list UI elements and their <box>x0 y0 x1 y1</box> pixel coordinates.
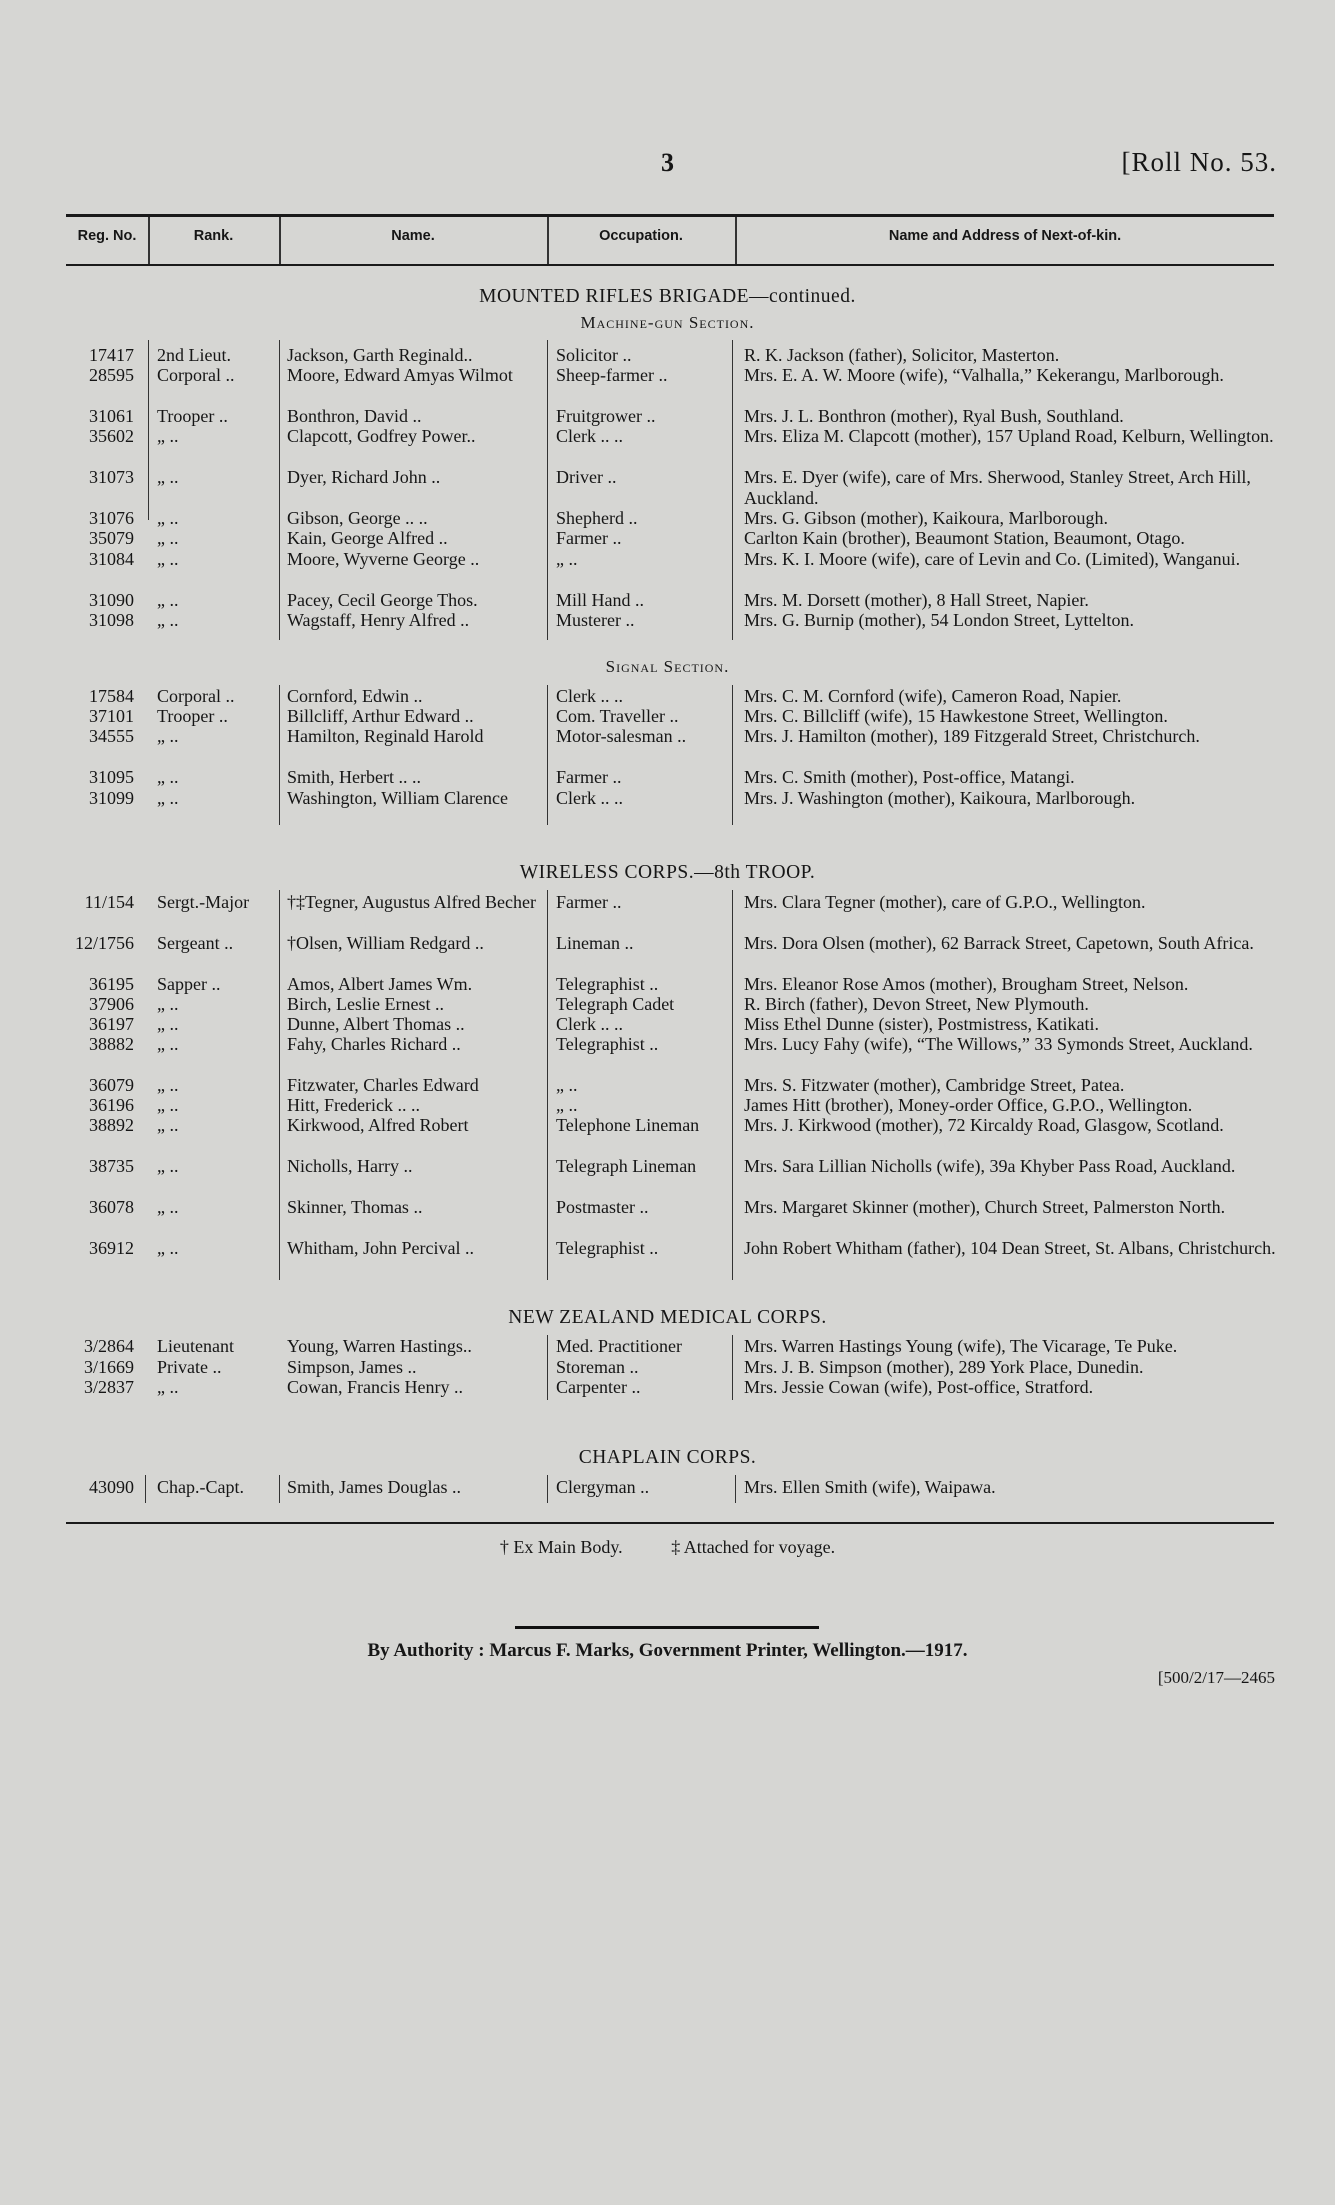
soldier-name: Hamilton, Reginald Harold <box>287 726 484 746</box>
rank: „ .. <box>157 590 179 610</box>
rank: „ .. <box>157 1377 179 1397</box>
reg-no: 36195 <box>89 974 134 994</box>
rank: „ .. <box>157 788 179 808</box>
reg-no: 38892 <box>89 1115 134 1135</box>
occupation: „ .. <box>556 549 578 569</box>
next-of-kin: Mrs. Jessie Cowan (wife), Post-office, Stratford. <box>744 1377 1094 1397</box>
column-divider <box>732 685 733 825</box>
rank: 2nd Lieut. <box>157 345 231 365</box>
occupation: Postmaster .. <box>556 1197 649 1217</box>
occupation: Shepherd .. <box>556 508 638 528</box>
next-of-kin: Mrs. C. Billcliff (wife), 15 Hawkestone Street, Wellington. <box>744 706 1168 726</box>
rank: „ .. <box>157 726 179 746</box>
next-of-kin: Mrs. E. Dyer (wife), care of Mrs. Sherwood, Stanley Street, Arch Hill, Auckland. <box>744 467 1251 508</box>
rank: „ .. <box>157 610 179 630</box>
roll-number: [Roll No. 53. <box>1121 147 1277 177</box>
next-of-kin: Mrs. K. I. Moore (wife), care of Levin and Co. (Limited), Wanganui. <box>744 549 1241 569</box>
occupation: Telephone Lineman <box>556 1115 700 1135</box>
occupation: Com. Traveller .. <box>556 706 679 726</box>
soldier-name: Dunne, Albert Thomas .. <box>287 1014 465 1034</box>
occupation: Telegraph Lineman <box>556 1156 697 1176</box>
occupation: Telegraphist .. <box>556 974 659 994</box>
next-of-kin: Mrs. Warren Hastings Young (wife), The Vicarage, Te Puke. <box>744 1336 1178 1356</box>
soldier-name: Amos, Albert James Wm. <box>287 974 473 994</box>
subsection-title-machine-gun: Machine-gun Section. <box>580 313 755 332</box>
soldier-name: Young, Warren Hastings.. <box>287 1336 472 1356</box>
rank: „ .. <box>157 467 179 487</box>
occupation: Motor-salesman .. <box>556 726 687 746</box>
column-divider <box>547 1335 548 1400</box>
reg-no: 34555 <box>89 726 134 746</box>
next-of-kin: Mrs. Sara Lillian Nicholls (wife), 39a Khyber Pass Road, Auckland. <box>744 1156 1236 1176</box>
rank: „ .. <box>157 508 179 528</box>
reg-no: 3/2864 <box>83 1336 134 1356</box>
section-title-medical: NEW ZEALAND MEDICAL CORPS. <box>508 1307 827 1328</box>
column-divider <box>279 340 280 640</box>
occupation: Clerk .. .. <box>556 1014 623 1034</box>
section-title-mounted-rifles: MOUNTED RIFLES BRIGADE—continued. <box>479 286 856 307</box>
print-reference: [500/2/17—2465 <box>1157 1668 1275 1687</box>
reg-no: 12/1756 <box>74 933 134 953</box>
next-of-kin: Mrs. J. Washington (mother), Kaikoura, Marlborough. <box>744 788 1136 808</box>
soldier-name: Moore, Wyverne George .. <box>287 549 480 569</box>
subsection-title-signal: Signal Section. <box>605 657 730 676</box>
occupation: Lineman .. <box>556 933 634 953</box>
column-header-rank: Rank. <box>193 228 234 244</box>
rank: „ .. <box>157 1115 179 1135</box>
soldier-name: Whitham, John Percival .. <box>287 1238 474 1258</box>
footer-rule <box>515 1626 819 1629</box>
occupation: Driver .. <box>556 467 617 487</box>
soldier-name: Pacey, Cecil George Thos. <box>287 590 478 610</box>
reg-no: 3/1669 <box>83 1357 134 1377</box>
next-of-kin: Mrs. J. B. Simpson (mother), 289 York Place, Dunedin. <box>744 1357 1144 1377</box>
next-of-kin: R. Birch (father), Devon Street, New Plymouth. <box>744 994 1089 1014</box>
rank: „ .. <box>157 528 179 548</box>
column-divider <box>547 1475 548 1503</box>
column-divider <box>732 340 733 640</box>
rank: „ .. <box>157 1238 179 1258</box>
occupation: Clerk .. .. <box>556 788 623 808</box>
occupation: Solicitor .. <box>556 345 632 365</box>
next-of-kin: Carlton Kain (brother), Beaumont Station, Beaumont, Otago. <box>744 528 1185 548</box>
rank: Trooper .. <box>157 406 228 426</box>
column-header-name: Name. <box>391 228 435 244</box>
soldier-name: †‡Tegner, Augustus Alfred Becher <box>287 892 536 912</box>
occupation: Farmer .. <box>556 767 622 787</box>
occupation: Musterer .. <box>556 610 635 630</box>
reg-no: 31073 <box>89 467 134 487</box>
soldier-name: Nicholls, Harry .. <box>287 1156 413 1176</box>
reg-no: 17417 <box>89 345 134 365</box>
column-divider <box>279 685 280 825</box>
rank: „ .. <box>157 1075 179 1095</box>
occupation: Sheep-farmer .. <box>556 365 668 385</box>
rank: „ .. <box>157 1197 179 1217</box>
rank: „ .. <box>157 994 179 1014</box>
soldier-name: Billcliff, Arthur Edward .. <box>287 706 474 726</box>
rank: Trooper .. <box>157 706 228 726</box>
occupation: Farmer .. <box>556 528 622 548</box>
next-of-kin: R. K. Jackson (father), Solicitor, Masterton. <box>744 345 1060 365</box>
column-divider <box>279 890 280 1280</box>
soldier-name: Moore, Edward Amyas Wilmot <box>287 365 513 385</box>
next-of-kin: Mrs. C. Smith (mother), Post-office, Matangi. <box>744 767 1075 787</box>
column-divider <box>547 340 548 640</box>
reg-no: 28595 <box>89 365 134 385</box>
column-divider <box>145 1475 146 1503</box>
footnotes <box>0 1537 1335 1558</box>
next-of-kin: Miss Ethel Dunne (sister), Postmistress, Katikati. <box>744 1014 1099 1034</box>
column-header-occupation: Occupation. <box>599 228 683 244</box>
soldier-name: Cornford, Edwin .. <box>287 686 423 706</box>
reg-no: 36912 <box>89 1238 134 1258</box>
next-of-kin: Mrs. M. Dorsett (mother), 8 Hall Street, Napier. <box>744 590 1089 610</box>
occupation: Fruitgrower .. <box>556 406 656 426</box>
occupation: Clerk .. .. <box>556 686 623 706</box>
reg-no: 31076 <box>89 508 134 528</box>
next-of-kin: Mrs. J. Hamilton (mother), 189 Fitzgerald Street, Christchurch. <box>744 726 1200 746</box>
printer-authority: By Authority : Marcus F. Marks, Government Printer, Wellington.—1917. <box>367 1640 968 1661</box>
reg-no: 36196 <box>89 1095 134 1115</box>
rank: Sergt.-Major <box>157 892 250 912</box>
soldier-name: Birch, Leslie Ernest .. <box>287 994 444 1014</box>
section-title-chaplain: CHAPLAIN CORPS. <box>578 1447 757 1468</box>
occupation: Telegraphist .. <box>556 1238 659 1258</box>
soldier-name: Simpson, James .. <box>287 1357 417 1377</box>
reg-no: 31084 <box>89 549 134 569</box>
reg-no: 35079 <box>89 528 134 548</box>
column-divider <box>732 890 733 1280</box>
next-of-kin: Mrs. Lucy Fahy (wife), “The Willows,” 33 Symonds Street, Auckland. <box>744 1034 1253 1054</box>
reg-no: 31090 <box>89 590 134 610</box>
next-of-kin: Mrs. Margaret Skinner (mother), Church Street, Palmerston North. <box>744 1197 1226 1217</box>
reg-no: 38882 <box>89 1034 134 1054</box>
rank: „ .. <box>157 549 179 569</box>
reg-no: 37101 <box>89 706 134 726</box>
soldier-name: Gibson, George .. .. <box>287 508 428 528</box>
occupation: Clergyman .. <box>556 1477 650 1497</box>
column-divider <box>148 340 149 520</box>
occupation: Med. Practitioner <box>556 1336 682 1356</box>
occupation: „ .. <box>556 1075 578 1095</box>
reg-no: 11/154 <box>84 892 134 912</box>
soldier-name: Dyer, Richard John .. <box>287 467 441 487</box>
reg-no: 37906 <box>89 994 134 1014</box>
rank: „ .. <box>157 1156 179 1176</box>
rank: Private .. <box>157 1357 222 1377</box>
rank: „ .. <box>157 1095 179 1115</box>
next-of-kin: Mrs. G. Gibson (mother), Kaikoura, Marlborough. <box>744 508 1108 528</box>
soldier-name: †Olsen, William Redgard .. <box>287 933 484 953</box>
occupation: Farmer .. <box>556 892 622 912</box>
occupation: Telegraphist .. <box>556 1034 659 1054</box>
column-divider <box>547 685 548 825</box>
page-number: 3 <box>661 148 674 177</box>
next-of-kin: Mrs. Eleanor Rose Amos (mother), Brougham Street, Nelson. <box>744 974 1189 994</box>
reg-no: 38735 <box>89 1156 134 1176</box>
soldier-name: Fitzwater, Charles Edward <box>287 1075 479 1095</box>
next-of-kin: Mrs. Ellen Smith (wife), Waipawa. <box>744 1477 996 1497</box>
next-of-kin: Mrs. Dora Olsen (mother), 62 Barrack Street, Capetown, South Africa. <box>744 933 1254 953</box>
reg-no: 36079 <box>89 1075 134 1095</box>
soldier-name: Wagstaff, Henry Alfred .. <box>287 610 470 630</box>
rank: „ .. <box>157 1034 179 1054</box>
soldier-name: Fahy, Charles Richard .. <box>287 1034 461 1054</box>
column-divider <box>735 1475 736 1503</box>
reg-no: 31061 <box>89 406 134 426</box>
soldier-name: Kain, George Alfred .. <box>287 528 448 548</box>
soldier-name: Washington, William Clarence <box>287 788 508 808</box>
occupation: Telegraph Cadet <box>556 994 675 1014</box>
soldier-name: Smith, Herbert .. .. <box>287 767 421 787</box>
next-of-kin: Mrs. J. L. Bonthron (mother), Ryal Bush, Southland. <box>744 406 1124 426</box>
rank: Corporal .. <box>157 686 235 706</box>
header-bottom-rule <box>66 264 1274 266</box>
reg-no: 31099 <box>89 788 134 808</box>
footnote-double-dagger: ‡ Attached for voyage. <box>671 1537 836 1557</box>
soldier-name: Clapcott, Godfrey Power.. <box>287 426 476 446</box>
reg-no: 17584 <box>89 686 134 706</box>
next-of-kin: Mrs. S. Fitzwater (mother), Cambridge Street, Patea. <box>744 1075 1125 1095</box>
rank: Corporal .. <box>157 365 235 385</box>
rank: Sergeant .. <box>157 933 234 953</box>
occupation: Carpenter .. <box>556 1377 641 1397</box>
next-of-kin: Mrs. G. Burnip (mother), 54 London Street, Lyttelton. <box>744 610 1134 630</box>
reg-no: 3/2837 <box>83 1377 134 1397</box>
reg-no: 31098 <box>89 610 134 630</box>
column-divider <box>279 1475 280 1503</box>
soldier-name: Kirkwood, Alfred Robert <box>287 1115 469 1135</box>
next-of-kin: Mrs. J. Kirkwood (mother), 72 Kircaldy Road, Glasgow, Scotland. <box>744 1115 1224 1135</box>
next-of-kin: Mrs. Eliza M. Clapcott (mother), 157 Upland Road, Kelburn, Wellington. <box>744 426 1274 446</box>
soldier-name: Smith, James Douglas .. <box>287 1477 461 1497</box>
soldier-name: Bonthron, David .. <box>287 406 422 426</box>
next-of-kin: John Robert Whitham (father), 104 Dean Street, St. Albans, Christchurch. <box>744 1238 1276 1258</box>
next-of-kin: Mrs. E. A. W. Moore (wife), “Valhalla,” Kekerangu, Marlborough. <box>744 365 1224 385</box>
column-divider <box>732 1335 733 1400</box>
reg-no: 31095 <box>89 767 134 787</box>
occupation: „ .. <box>556 1095 578 1115</box>
column-divider <box>547 890 548 1280</box>
soldier-name: Jackson, Garth Reginald.. <box>287 345 473 365</box>
column-header-next-of-kin: Name and Address of Next-of-kin. <box>888 228 1122 244</box>
rank: „ .. <box>157 426 179 446</box>
occupation: Clerk .. .. <box>556 426 623 446</box>
section-title-wireless: WIRELESS CORPS.—8th TROOP. <box>519 862 816 883</box>
rank: Sapper .. <box>157 974 221 994</box>
next-of-kin: Mrs. Clara Tegner (mother), care of G.P.O., Wellington. <box>744 892 1146 912</box>
reg-no: 43090 <box>89 1477 134 1497</box>
footnote-dagger: † Ex Main Body. <box>499 1537 623 1557</box>
rank: „ .. <box>157 767 179 787</box>
column-header-reg-no: Reg. No. <box>77 228 137 244</box>
soldier-name: Cowan, Francis Henry .. <box>287 1377 463 1397</box>
reg-no: 35602 <box>89 426 134 446</box>
rank: Chap.-Capt. <box>157 1477 244 1497</box>
reg-no: 36078 <box>89 1197 134 1217</box>
reg-no: 36197 <box>89 1014 134 1034</box>
rank: „ .. <box>157 1014 179 1034</box>
occupation: Mill Hand .. <box>556 590 644 610</box>
table-bottom-rule <box>66 1522 1274 1524</box>
soldier-name: Skinner, Thomas .. <box>287 1197 423 1217</box>
next-of-kin: James Hitt (brother), Money-order Office, G.P.O., Wellington. <box>744 1095 1193 1115</box>
next-of-kin: Mrs. C. M. Cornford (wife), Cameron Road, Napier. <box>744 686 1122 706</box>
header-top-rule <box>66 214 1274 217</box>
soldier-name: Hitt, Frederick .. .. <box>287 1095 420 1115</box>
rank: Lieutenant <box>157 1336 234 1356</box>
occupation: Storeman .. <box>556 1357 639 1377</box>
